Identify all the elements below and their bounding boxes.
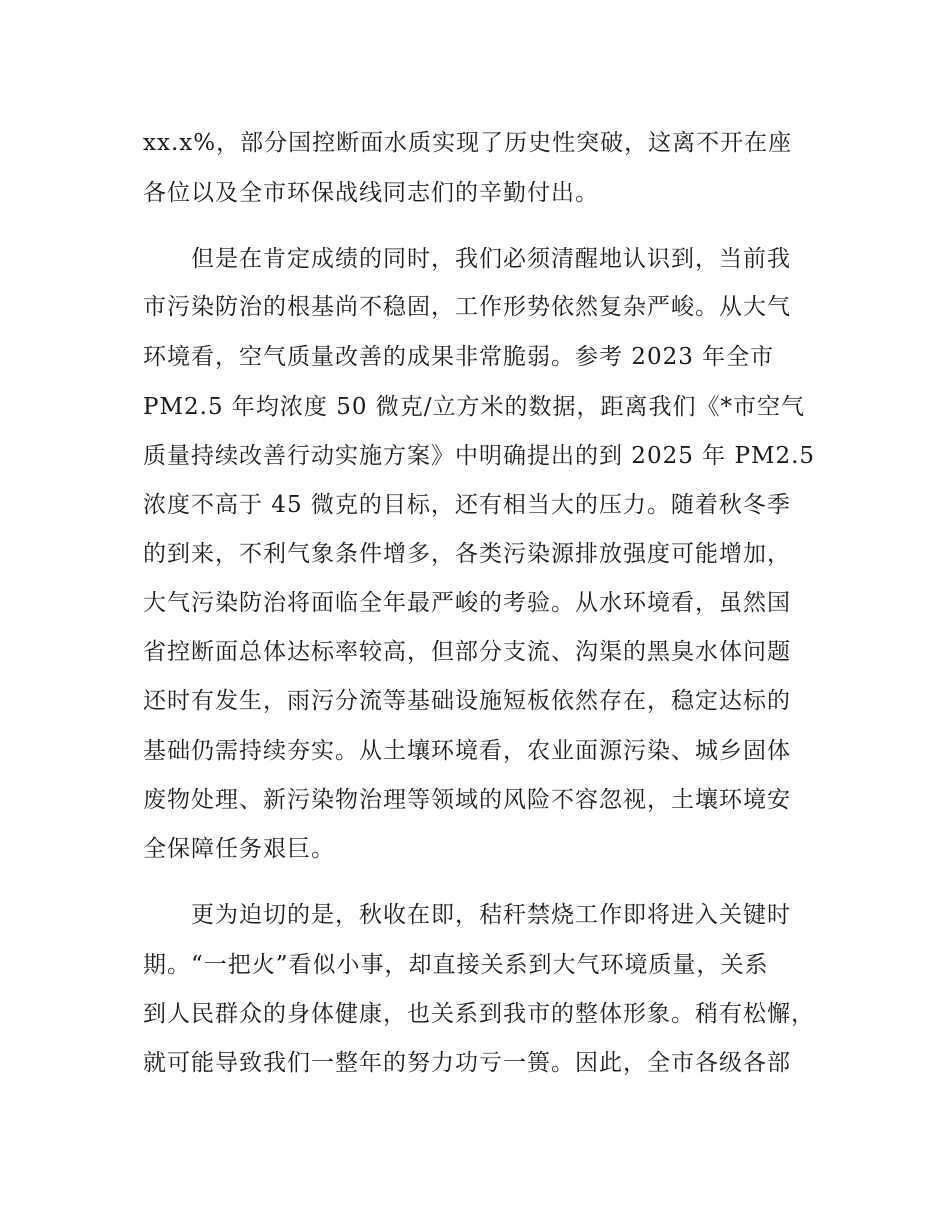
paragraph-1-line-1: xx.x%，部分国控断面水质实现了历史性突破，这离不开在座: [143, 130, 793, 156]
paragraph-2-line-7: 的到来，不利气象条件增多，各类污染源排放强度可能增加，: [143, 541, 791, 567]
paragraph-2-line-13: 全保障任务艰巨。: [143, 836, 335, 862]
paragraph-2-line-4: PM2.5 年均浓度 50 微克/立方米的数据，距离我们《*市空气: [143, 394, 806, 420]
paragraph-2-line-2: 市污染防治的根基尚不稳固，工作形势依然复杂严峻。从大气: [143, 294, 791, 320]
paragraph-3-line-2: 期。“一把火”看似小事，却直接关系到大气环境质量，关系: [143, 952, 769, 978]
paragraph-3-line-3: 到人民群众的身体健康，也关系到我市的整体形象。稍有松懈，: [143, 1001, 815, 1027]
paragraph-2-line-11: 基础仍需持续夯实。从土壤环境看，农业面源污染、城乡固体: [143, 738, 791, 764]
paragraph-2-line-6: 浓度不高于 45 微克的目标，还有相当大的压力。随着秋冬季: [143, 492, 791, 518]
paragraph-2-line-3: 环境看，空气质量改善的成果非常脆弱。参考 2023 年全市: [143, 344, 775, 370]
paragraph-2-line-5: 质量持续改善行动实施方案》中明确提出的到 2025 年 PM2.5: [143, 443, 816, 469]
paragraph-2-line-1: 但是在肯定成绩的同时，我们必须清醒地认识到，当前我: [191, 246, 791, 272]
paragraph-3-line-1: 更为迫切的是，秋收在即，秸秆禁烧工作即将进入关键时: [191, 902, 791, 928]
paragraph-2-line-12: 废物处理、新污染物治理等领域的风险不容忽视，土壤环境安: [143, 787, 791, 813]
paragraph-3-line-4: 就可能导致我们一整年的努力功亏一篑。因此，全市各级各部: [143, 1050, 791, 1076]
paragraph-1-line-2: 各位以及全市环保战线同志们的辛勤付出。: [143, 180, 599, 206]
paragraph-2-line-8: 大气污染防治将面临全年最严峻的考验。从水环境看，虽然国: [143, 590, 791, 616]
paragraph-2-line-10: 还时有发生，雨污分流等基础设施短板依然存在，稳定达标的: [143, 688, 791, 714]
paragraph-2-line-9: 省控断面总体达标率较高，但部分支流、沟渠的黑臭水体问题: [143, 639, 791, 665]
